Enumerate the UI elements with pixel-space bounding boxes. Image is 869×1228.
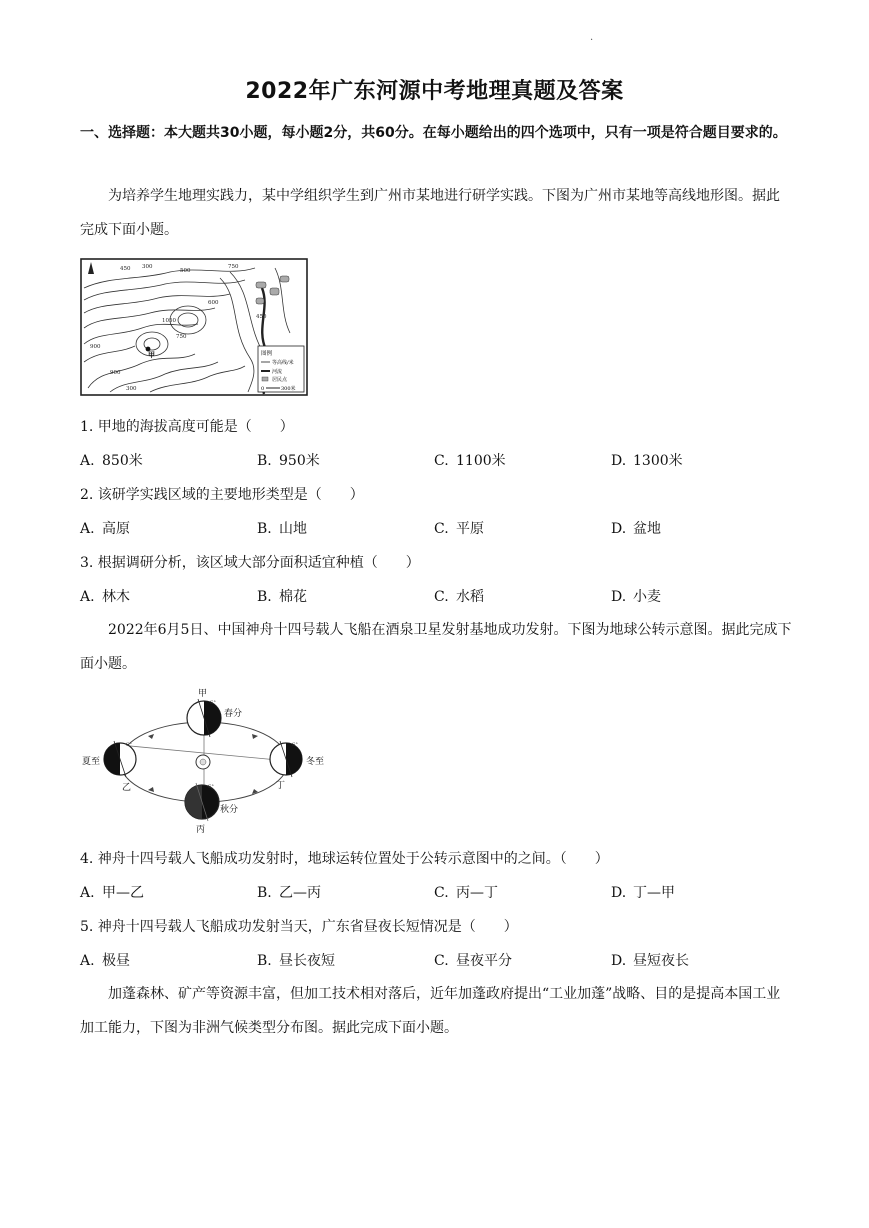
option-c[interactable]: C. 水稻	[434, 589, 484, 605]
svg-text:300: 300	[126, 386, 137, 392]
option-a[interactable]: A. 极昼	[80, 953, 130, 969]
option-a[interactable]: A. 林木	[80, 589, 130, 605]
svg-text:等高线/米: 等高线/米	[272, 360, 294, 366]
option-d[interactable]: D. 盆地	[611, 521, 661, 537]
point-jia-label: 甲	[148, 350, 155, 359]
document-title: 2022年广东河源中考地理真题及答案	[245, 79, 624, 104]
svg-text:450: 450	[256, 314, 267, 320]
svg-text:丙: 丙	[196, 825, 206, 834]
svg-text:750: 750	[228, 264, 239, 270]
question-2: 2. 该研学实践区域的主要地形类型是（ ）	[80, 487, 364, 503]
svg-text:600: 600	[208, 300, 219, 306]
question-5: 5. 神舟十四号载人飞船成功发射当天，广东省昼夜长短情况是（ ）	[80, 919, 518, 935]
intro-paragraph-1: 为培养学生地理实践力，某中学组织学生到广州市某地进行研学实践。下图为广州市某地等高线地形图。据此完成下面小题。	[80, 188, 780, 238]
question-4: 4. 神舟十四号载人飞船成功发射时，地球运转位置处于公转示意图中的之间。（ ）	[80, 851, 609, 867]
svg-text:图例: 图例	[261, 351, 273, 357]
intro-paragraph-2: 2022年6月5日、中国神舟十四号载人飞船在酒泉卫星发射基地成功发射。下图为地球公转示意图。据此完成下面小题。	[80, 622, 792, 672]
svg-text:S°: S°	[126, 742, 132, 748]
svg-text:秋分: 秋分	[220, 805, 239, 815]
option-d[interactable]: D. 昼短夜长	[611, 953, 689, 969]
svg-text:450: 450	[120, 266, 131, 272]
svg-text:居民点: 居民点	[272, 377, 288, 383]
svg-text:乙: 乙	[122, 783, 132, 793]
svg-text:750: 750	[176, 334, 187, 340]
svg-text:900: 900	[110, 370, 121, 376]
page-mark: .	[590, 32, 594, 43]
svg-text:1050: 1050	[162, 318, 176, 324]
option-b[interactable]: B. 乙—丙	[257, 885, 321, 901]
option-b[interactable]: B. 棉花	[257, 589, 307, 605]
svg-text:S°: S°	[210, 700, 216, 706]
option-d[interactable]: D. 1300米	[611, 453, 683, 469]
svg-text:S°: S°	[292, 742, 298, 748]
option-b[interactable]: B. 950米	[257, 453, 320, 469]
option-a[interactable]: A. 850米	[80, 453, 143, 469]
svg-text:河流: 河流	[272, 369, 283, 375]
option-a[interactable]: A. 甲—乙	[80, 885, 144, 901]
intro-paragraph-3: 加蓬森林、矿产等资源丰富，但加工技术相对落后，近年加蓬政府提出“工业加蓬”战略、目的是提高本国工业加工能力，下图为非洲气候类型分布图。据此完成下面小题。	[80, 986, 781, 1036]
svg-text:300: 300	[142, 264, 153, 270]
section-heading: 一、选择题：本大题共30小题，每小题2分，共60分。在每小题给出的四个选项中，只有一项是符合题目要求的。	[80, 125, 787, 141]
option-c[interactable]: C. 昼夜平分	[434, 953, 512, 969]
option-c[interactable]: C. 平原	[434, 521, 484, 537]
contour-map-figure	[80, 258, 308, 396]
option-b[interactable]: B. 山地	[257, 521, 307, 537]
svg-text:丁: 丁	[276, 781, 286, 791]
option-b[interactable]: B. 昼长夜短	[257, 953, 335, 969]
svg-text:0: 0	[261, 386, 265, 392]
option-d[interactable]: D. 小麦	[611, 589, 661, 605]
svg-text:300米: 300米	[281, 386, 296, 392]
option-a[interactable]: A. 高原	[80, 521, 130, 537]
map-legend	[258, 346, 304, 392]
svg-text:春分: 春分	[224, 709, 243, 719]
option-c[interactable]: C. 丙—丁	[434, 885, 498, 901]
orbit-diagram-figure	[80, 684, 330, 834]
option-d[interactable]: D. 丁—甲	[611, 885, 675, 901]
question-3: 3. 根据调研分析，该区域大部分面积适宜种植（ ）	[80, 555, 420, 571]
option-c[interactable]: C. 1100米	[434, 453, 506, 469]
svg-text:甲: 甲	[198, 689, 208, 699]
svg-text:900: 900	[90, 344, 101, 350]
question-1: 1. 甲地的海拔高度可能是（ ）	[80, 419, 294, 435]
svg-text:冬至: 冬至	[306, 757, 325, 767]
svg-text:500: 500	[180, 268, 191, 274]
svg-text:夏至: 夏至	[82, 757, 101, 767]
svg-text:S°: S°	[208, 784, 214, 790]
